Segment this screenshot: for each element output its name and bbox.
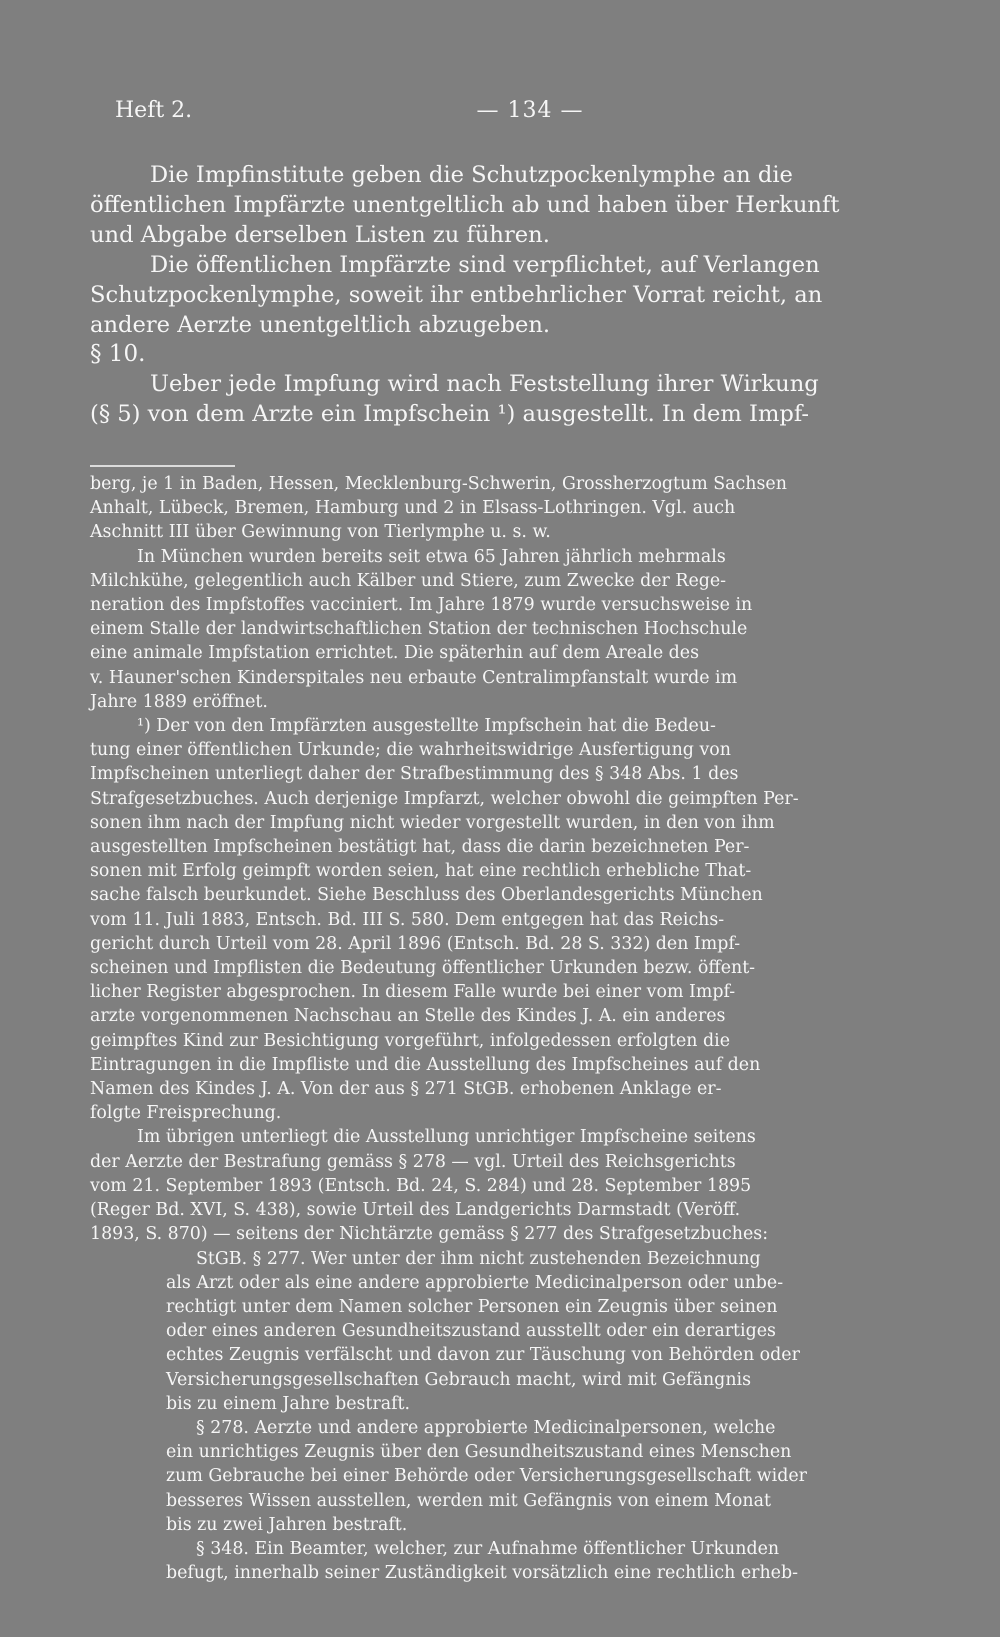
footnotes [90, 472, 935, 1585]
footnote-separator [90, 465, 235, 467]
footnote-penal-provisions-intro: Im übrigen unterliegt die Ausstellung unrichtiger Impfscheine seitens der Aerzte der Bestrafung gemäss § 278 — vgl. Urteil des Reichsgerichts vom 21. September 1893 (Entsch. Bd. 24, S. 284) und 28. September 1895 (Reger Bd. XVI, S. 438), sowie Urteil des Landgerichts Darmstadt (Veröff. 1893, S. 870) — seitens der Nichtärzte gemäss § 277 des Strafgesetzbuches: [90, 1127, 769, 1245]
page-header [115, 96, 975, 126]
section-heading: § 10. [90, 341, 146, 367]
main-paragraph-lymph-distribution: Die Impfinstitute geben die Schutzpockenlymphe an die öffentlichen Impfärzte unentgeltlich ab und haben über Herkunft und Abgabe derselben Listen zu führen. [90, 162, 840, 248]
footnote-munich-history: In München wurden bereits seit etwa 65 Jahren jährlich mehrmals Milchkühe, gelegentlich auch Kälber und Stiere, zum Zwecke der Rege- neration des Impfstoffes vacciniert. Im Jahre 1879 wurde versuchsweise in einem Stalle der landwirtschaftlichen Station der technischen Hochschule eine animale Impfstation errichtet. Die späterhin auf dem Areale des v. Hauner'schen Kinderspitales neu erbaute Centralimpfanstalt wurde im Jahre 1889 eröffnet. [90, 546, 753, 712]
main-paragraph-vaccination-certificate: Ueber jede Impfung wird nach Feststellung ihrer Wirkung (§ 5) von dem Arzte ein Impfschein ¹) ausgestellt. In dem Impf- [90, 371, 819, 427]
main-body-text [90, 160, 935, 429]
penal-code-section-277: StGB. § 277. Wer unter der ihm nicht zustehenden Bezeichnung als Arzt oder als eine andere approbierte Medicinalperson oder unbe- rechtigt unter dem Namen solcher Personen ein Zeugnis über seinen oder eines anderen Gesundheitszustand ausstellt oder ein derartiges echtes Zeugnis verfälscht und davon zur Täuschung von Behörden oder Versicherungsgesellschaften Gebrauch macht, wird mit Gefängnis bis zu einem Jahre bestraft. [166, 1248, 800, 1414]
footnote-continuation: berg, je 1 in Baden, Hessen, Mecklenburg-Schwerin, Grossherzogtum Sachsen Anhalt, Lübeck, Bremen, Hamburg und 2 in Elsass-Lothringen. Vgl. auch Aschnitt III über Gewinnung von Tierlymphe u. s. w. [90, 474, 787, 543]
quoted-penal-code-sections [166, 1247, 935, 1586]
footnote-one-certificate-legal-status: ¹) Der von den Impfärzten ausgestellte Impfschein hat die Bedeu- tung einer öffentlichen Urkunde; die wahrheitswidrige Ausfertigung von Impfscheinen unterliegt daher der Strafbestimmung des § 348 Abs. 1 des Strafgesetzbuches. Auch derjenige Impfarzt, welcher obwohl die geimpften Per- sonen ihm nach der Impfung nicht wieder vorgestellt wurden, in den von ihm ausgestellten Impfscheinen bestätigt hat, dass die darin bezeichneten Per- sonen mit Erfolg geimpft worden seien, hat eine rechtlich erhebliche That- sache falsch beurkundet. Siehe Beschluss des Oberlandesgerichts München vom 11. Juli 1883, Entsch. Bd. III S. 580. Dem entgegen hat das Reichs- gericht durch Urteil vom 28. April 1896 (Entsch. Bd. 28 S. 332) den Impf- scheinen und Impflisten die Bedeutung öffentlicher Urkunden bezw. öffent- licher Register abgesprochen. In diesem Falle wurde bei einer vom Impf- arzte vorgenommenen Nachschau an Stelle des Kindes J. A. ein anderes geimpftes Kind zur Besichtigung vorgeführt, infolgedessen erfolgten die Eintragungen in die Impfliste und die Ausstellung des Impfscheines auf den Namen des Kindes J. A. Von der aus § 271 StGB. erhobenen Anklage er- folgte Freisprechung. [90, 716, 799, 1124]
running-head: Heft 2. [115, 98, 193, 123]
penal-code-section-278: § 278. Aerzte und andere approbierte Medicinalpersonen, welche ein unrichtiges Zeugnis über den Gesundheitszustand eines Menschen zum Gebrauche bei einer Behörde oder Versicherungsgesellschaft wider besseres Wissen ausstellen, werden mit Gefängnis von einem Monat bis zu zwei Jahren bestraft. [166, 1417, 807, 1535]
page-number: — 134 — [476, 98, 584, 123]
main-paragraph-public-vaccinators: Die öffentlichen Impfärzte sind verpflichtet, auf Verlangen Schutzpockenlymphe, soweit ihr entbehrlicher Vorrat reicht, an andere Aerzte unentgeltlich abzugeben. [90, 252, 823, 338]
penal-code-section-348: § 348. Ein Beamter, welcher, zur Aufnahme öffentlicher Urkunden befugt, innerhalb seiner Zuständigkeit vorsätzlich eine rechtlich erheb- [166, 1538, 798, 1584]
